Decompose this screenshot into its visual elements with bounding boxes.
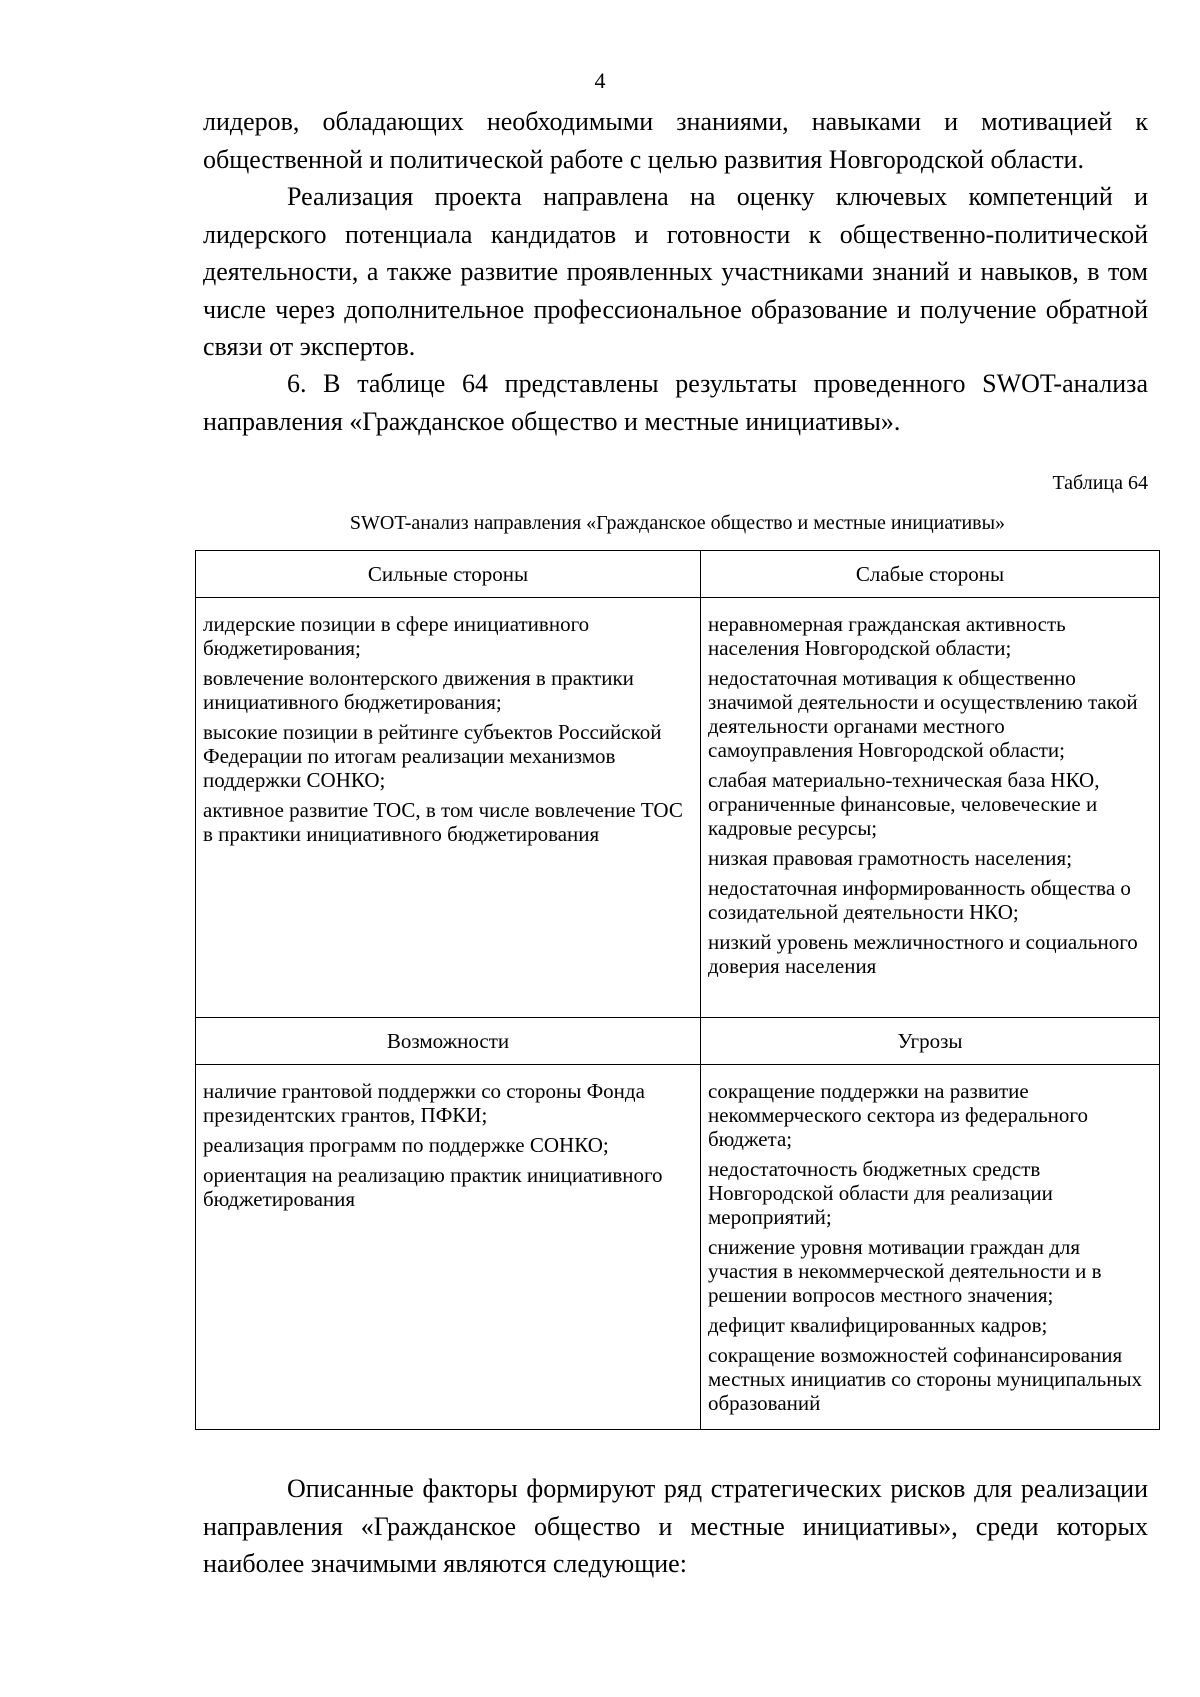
paragraph-leaders: лидеров, обладающих необходимыми знаниями, навыками и мотивацией к общественной и политической работе с целью развития Новгородской области.	[203, 107, 1148, 174]
threat-item: сокращение поддержки на развитие некоммерческого сектора из федерального бюджета;	[708, 1079, 1088, 1151]
conclusion-text	[203, 1470, 1148, 1583]
strengths-header: Сильные стороны	[196, 551, 701, 598]
swot-table	[195, 550, 1160, 1430]
strength-item: лидерские позиции в сфере инициативного бюджетирования;	[203, 612, 590, 660]
header-row-top	[196, 551, 1160, 598]
strength-item: вовлечение волонтерского движения в практики инициативного бюджетирования;	[203, 666, 634, 714]
table-intro-text	[203, 365, 1148, 440]
content-row-top	[196, 598, 1160, 1018]
strength-item: высокие позиции в рейтинге субъектов Российской Федерации по итогам реализации механизмов поддержки СОНКО;	[203, 720, 662, 792]
threat-item: снижение уровня мотивации граждан для участия в некоммерческой деятельности и в решении вопросов местного значения;	[708, 1235, 1102, 1307]
weakness-item: низкая правовая грамотность населения;	[708, 846, 1073, 870]
header-row-bottom	[196, 1018, 1160, 1065]
weakness-item: неравномерная гражданская активность населения Новгородской области;	[708, 612, 1066, 660]
weaknesses-list	[701, 598, 1159, 992]
paragraph-risks: Описанные факторы формируют ряд стратегических рисков для реализации направления «Гражданское общество и местные инициативы», среди которых наиболее значимыми являются следующие:	[203, 1474, 1148, 1578]
paragraph-table-reference: 6. В таблице 64 представлены результаты проведенного SWOT-анализа направления «Гражданское общество и местные инициативы».	[203, 369, 1148, 436]
page-number: 4	[594, 68, 606, 93]
weakness-item: недостаточная информированность общества о созидательной деятельности НКО;	[708, 876, 1131, 924]
paragraph-project: Реализация проекта направлена на оценку ключевых компетенций и лидерского потенциала кандидатов и готовности к общественно-политической деятельности, а также развитие проявленных участниками знаний и навыков, в том числе через дополнительное профессиональное образование и получение обратной связи от экспертов.	[203, 182, 1148, 361]
strengths-list	[196, 598, 700, 860]
weaknesses-header: Слабые стороны	[701, 551, 1160, 598]
threat-item: недостаточность бюджетных средств Новгородской области для реализации мероприятий;	[708, 1157, 1053, 1229]
threat-item: сокращение возможностей софинансирования местных инициатив со стороны муниципальных образований	[708, 1343, 1143, 1415]
intro-text	[203, 103, 1148, 366]
table-title: SWOT-анализ направления «Гражданское общество и местные инициативы»	[349, 512, 1006, 534]
weaknesses-cell	[701, 598, 1160, 1018]
opportunities-cell	[196, 1065, 701, 1430]
opportunity-item: ориентация на реализацию практик инициативного бюджетирования	[203, 1163, 663, 1211]
weakness-item: недостаточная мотивация к общественно значимой деятельности и осуществлению такой деятельности органами местного самоуправления Новгородской области;	[708, 666, 1138, 762]
table-label: Таблица 64	[1052, 472, 1148, 494]
strength-item: активное развитие ТОС, в том числе вовлечение ТОС в практики инициативного бюджетирования	[203, 798, 683, 846]
opportunities-header: Возможности	[196, 1018, 701, 1065]
weakness-item: слабая материально-техническая база НКО, ограниченные финансовые, человеческие и кадровые ресурсы;	[708, 768, 1100, 840]
threats-cell	[701, 1065, 1160, 1430]
opportunity-item: наличие грантовой поддержки со стороны Фонда президентских грантов, ПФКИ;	[203, 1079, 645, 1127]
opportunities-list	[196, 1065, 700, 1225]
threats-header: Угрозы	[701, 1018, 1160, 1065]
content-row-bottom	[196, 1065, 1160, 1430]
weakness-item: низкий уровень межличностного и социального доверия населения	[708, 930, 1138, 978]
opportunity-item: реализация программ по поддержке СОНКО;	[203, 1133, 609, 1157]
threat-item: дефицит квалифицированных кадров;	[708, 1313, 1048, 1337]
threats-list	[701, 1065, 1159, 1429]
strengths-cell	[196, 598, 701, 1018]
